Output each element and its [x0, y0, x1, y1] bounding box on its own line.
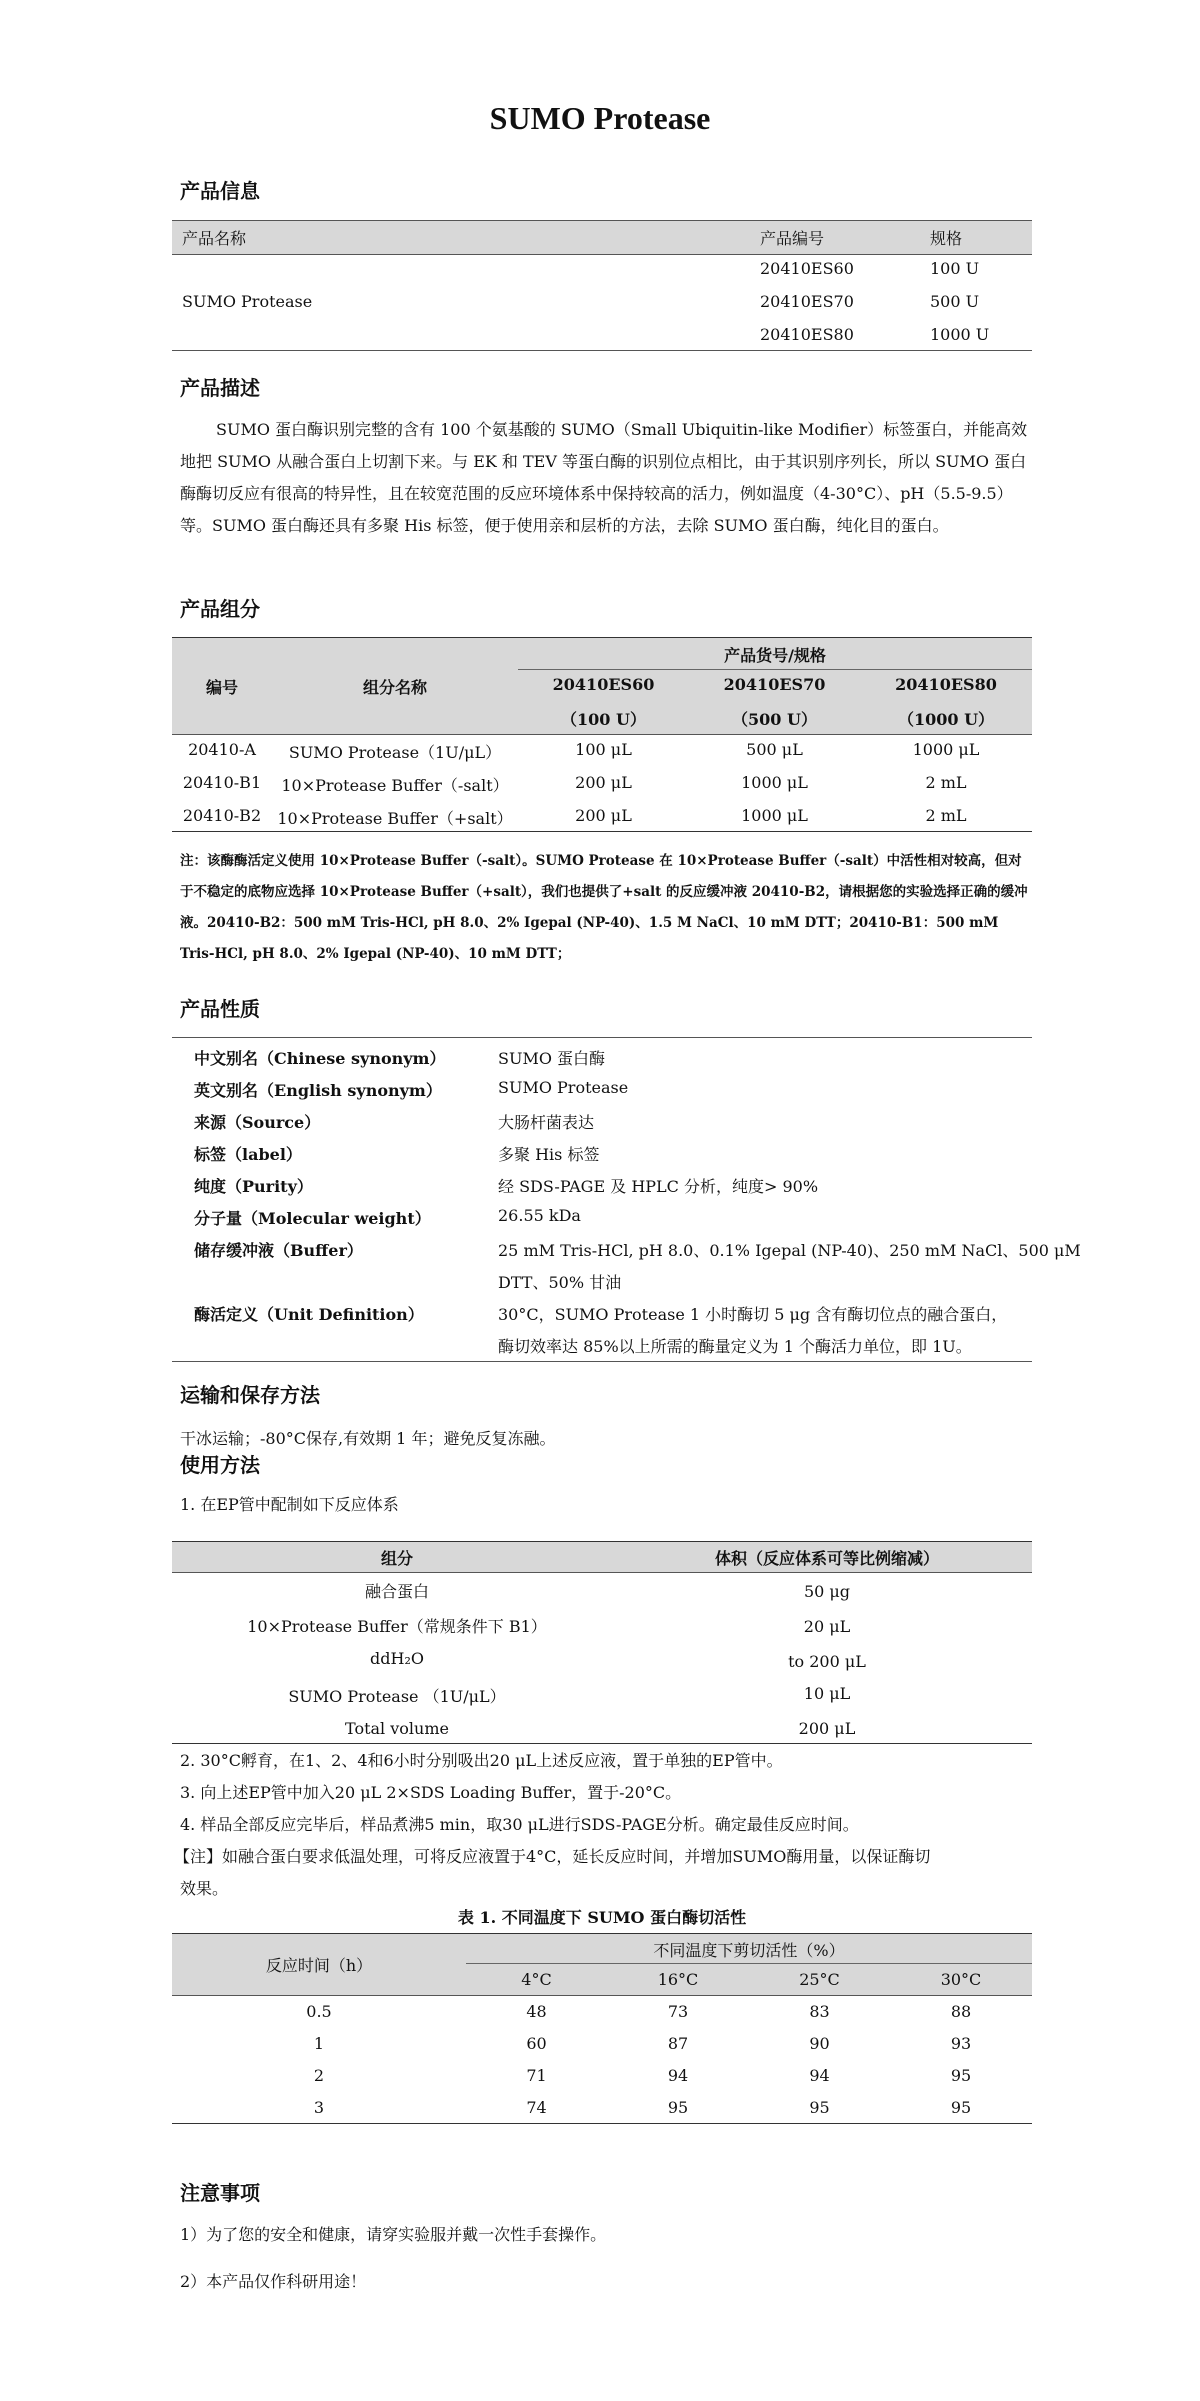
components-header-col3-sub: （1000 U） [897, 710, 995, 729]
component-qty: 200 μL [575, 806, 632, 825]
rule2 [172, 2123, 1032, 2124]
property-label: 来源（Source） [194, 1113, 321, 1132]
property-value: 30°C，SUMO Protease 1 小时酶切 5 μg 含有酶切位点的融合蛋白， [498, 1305, 1008, 1324]
property-value: 多聚 His 标签 [498, 1145, 600, 1164]
components-header-group: 产品货号/规格 [724, 646, 826, 665]
table1-value: 94 [667, 2066, 689, 2085]
table1-temp: 30°C [940, 1970, 982, 1989]
property-label: 分子量（Molecular weight） [194, 1209, 431, 1228]
notes-item: 2）本产品仅作科研用途！ [180, 2272, 367, 2291]
property-value: SUMO 蛋白酶 [498, 1049, 606, 1068]
product-code-cell: 20410ES60 [760, 259, 854, 278]
usage-step-2: 2. 30°C孵育，在1、2、4和6小时分别吸出20 μL上述反应液，置于单独的EP管中。 [180, 1751, 783, 1770]
component-name: 10×Protease Buffer（+salt） [277, 809, 513, 828]
rule [172, 1995, 1032, 1996]
property-label: 储存缓冲液（Buffer） [194, 1241, 363, 1260]
usage-step-3: 3. 向上述EP管中加入20 μL 2×SDS Loading Buffer，置于-20°C。 [180, 1783, 682, 1802]
usage-component: ddH₂O [370, 1649, 424, 1668]
component-qty: 1000 μL [741, 773, 808, 792]
section-heading-storage: 运输和保存方法 [180, 1383, 320, 1407]
property-value: 大肠杆菌表达 [498, 1113, 595, 1132]
components-note: 注：该酶酶活定义使用 10×Protease Buffer（-salt）。SUMO Protease 在 10×Protease Buffer（-salt）中活性相对较高，但对于不稳定的底物应选择 10×Protease Buffer（+salt），我们也提供了+salt 的反应缓冲液 20410-B2，请根据您的实验选择正确的缓冲液。20410-B2：500 mM Tris-HCl, pH 8.0、2% Igepal (NP-40)、1.5 M NaCl、10 mM DTT；20410-B1：500 mM Tris-HCl, pH 8.0、2% Igepal (NP-40)、10 mM DTT； [180, 853, 1028, 962]
usage-component: 10×Protease Buffer（常规条件下 B1） [247, 1617, 547, 1636]
product-info-header-bg [172, 220, 1032, 254]
table1-value: 90 [809, 2034, 830, 2053]
product-spec-cell: 100 U [930, 259, 980, 278]
table1-value: 93 [950, 2034, 972, 2053]
table1-time: 1 [313, 2034, 325, 2053]
section-heading-product-info: 产品信息 [180, 179, 260, 203]
usage-volume: 50 μg [803, 1582, 851, 1601]
section-heading-description: 产品描述 [180, 376, 260, 400]
section-heading-properties: 产品性质 [180, 997, 260, 1021]
property-value: 25 mM Tris-HCl, pH 8.0、0.1% Igepal (NP-40)、250 mM NaCl、500 μM [498, 1241, 1081, 1260]
component-qty: 1000 μL [741, 806, 808, 825]
usage-component: Total volume [345, 1719, 449, 1738]
property-label: 中文别名（Chinese synonym） [194, 1049, 446, 1068]
header-product-name: 产品名称 [182, 229, 247, 248]
property-label: 英文别名（English synonym） [194, 1081, 442, 1100]
page-title: SUMO Protease [489, 100, 711, 136]
rule [172, 1572, 1032, 1573]
usage-tip: 【注】如融合蛋白要求低温处理，可将反应液置于4°C，延长反应时间，并增加SUMO酶用量，以保证酶切 [174, 1847, 931, 1866]
usage-volume: 10 μL [803, 1684, 851, 1703]
components-header-code: 编号 [205, 678, 238, 697]
component-qty: 200 μL [575, 773, 632, 792]
table1-value: 94 [809, 2066, 830, 2085]
table1-value: 48 [526, 2002, 547, 2021]
table1-header-time: 反应时间（h） [265, 1956, 373, 1975]
product-spec-cell: 500 U [930, 292, 980, 311]
rule2 [172, 1743, 1032, 1744]
table1-value: 95 [950, 2098, 972, 2117]
table1-time: 2 [313, 2066, 325, 2085]
notes-item: 1）为了您的安全和健康，请穿实验服并戴一次性手套操作。 [180, 2225, 607, 2244]
property-label: 酶活定义（Unit Definition） [194, 1305, 424, 1324]
usage-step-1: 1. 在EP管中配制如下反应体系 [180, 1495, 399, 1514]
section-heading-usage: 使用方法 [180, 1453, 260, 1477]
usage-volume: 200 μL [798, 1719, 856, 1738]
usage-tip-cont: 效果。 [180, 1879, 229, 1898]
table1-value: 95 [950, 2066, 972, 2085]
usage-header-volume: 体积（反应体系可等比例缩减） [714, 1549, 939, 1568]
component-qty: 2 mL [925, 773, 967, 792]
table1-value: 83 [809, 2002, 830, 2021]
component-qty: 1000 μL [912, 740, 980, 759]
usage-step-4: 4. 样品全部反应完毕后，样品煮沸5 min，取30 μL进行SDS-PAGE分析。确定最佳反应时间。 [180, 1815, 859, 1834]
rule2 [172, 1933, 1032, 1934]
component-name: 10×Protease Buffer（-salt） [281, 776, 509, 795]
component-code: 20410-B1 [182, 773, 262, 792]
property-label: 纯度（Purity） [194, 1177, 313, 1196]
rule [172, 350, 1032, 351]
product-code-cell: 20410ES80 [760, 325, 854, 344]
components-header-col2: 20410ES70 [723, 675, 826, 694]
usage-volume: to 200 μL [788, 1652, 866, 1671]
component-qty: 100 μL [575, 740, 632, 759]
description-paragraph: SUMO 蛋白酶识别完整的含有 100 个氨基酸的 SUMO（Small Ubiquitin-like Modifier）标签蛋白，并能高效地把 SUMO 从融合蛋白上切割下来。与 EK 和 TEV 等蛋白酶的识别位点相比，由于其识别序列长，所以 SUMO 蛋白酶酶切反应有很高的特异性，且在较宽范围的反应环境体系中保持较高的活力，例如温度（4-30°C）、pH（5.5-9.5）等。SUMO 蛋白酶还具有多聚 His 标签，便于使用亲和层析的方法，去除 SUMO 蛋白酶，纯化目的蛋白。 [180, 420, 1028, 535]
components-header-col1: 20410ES60 [552, 675, 655, 694]
usage-component: SUMO Protease （1U/μL） [288, 1687, 506, 1706]
table1-temp: 16°C [657, 1970, 699, 1989]
table1-value: 95 [667, 2098, 689, 2117]
table1-value: 74 [526, 2098, 547, 2117]
rule [172, 254, 1032, 255]
component-qty: 500 μL [746, 740, 803, 759]
component-qty: 2 mL [925, 806, 967, 825]
property-value: 经 SDS-PAGE 及 HPLC 分析，纯度> 90% [498, 1177, 819, 1196]
property-value-cont: 酶切效率达 85%以上所需的酶量定义为 1 个酶活力单位，即 1U。 [498, 1337, 972, 1356]
table1-value: 87 [667, 2034, 689, 2053]
table1-value: 88 [950, 2002, 972, 2021]
usage-header-component: 组分 [380, 1549, 413, 1568]
product-name-cell: SUMO Protease [182, 292, 313, 311]
table1-temp: 4°C [521, 1970, 552, 1989]
product-code-cell: 20410ES70 [760, 292, 854, 311]
table1-value: 95 [809, 2098, 830, 2117]
property-value: 26.55 kDa [498, 1206, 581, 1225]
rule [172, 220, 1032, 221]
rule [172, 1037, 1032, 1038]
components-header-col1-sub: （100 U） [561, 710, 646, 729]
property-label: 标签（label） [194, 1145, 302, 1164]
rule2 [172, 1541, 1032, 1542]
property-value-cont: DTT、50% 甘油 [498, 1273, 622, 1292]
header-spec: 规格 [930, 229, 963, 248]
components-header-col2-sub: （500 U） [732, 710, 817, 729]
table1-caption: 表 1. 不同温度下 SUMO 蛋白酶切活性 [457, 1908, 747, 1927]
div [466, 1963, 1032, 1964]
div [518, 669, 1032, 670]
storage-text: 干冰运输；-80°C保存,有效期 1 年；避免反复冻融。 [180, 1429, 556, 1448]
rule2 [172, 637, 1032, 638]
component-name: SUMO Protease（1U/μL） [288, 743, 502, 762]
component-code: 20410-B2 [182, 806, 262, 825]
table1-value: 73 [667, 2002, 689, 2021]
property-value: SUMO Protease [498, 1078, 629, 1097]
component-code: 20410-A [188, 740, 256, 759]
section-heading-components: 产品组分 [180, 597, 260, 621]
table1-header-group: 不同温度下剪切活性（%） [653, 1941, 845, 1960]
rule [172, 1361, 1032, 1362]
usage-volume: 20 μL [803, 1617, 851, 1636]
product-spec-cell: 1000 U [930, 325, 990, 344]
table1-temp: 25°C [799, 1970, 840, 1989]
header-product-code: 产品编号 [760, 229, 825, 248]
table1-time: 3 [313, 2098, 325, 2117]
table1-time: 0.5 [306, 2002, 332, 2021]
table1-value: 71 [526, 2066, 547, 2085]
components-header-name: 组分名称 [362, 678, 427, 697]
rule2 [172, 831, 1032, 832]
rule [172, 734, 1032, 735]
components-header-col3: 20410ES80 [895, 675, 997, 694]
usage-component: 融合蛋白 [364, 1582, 429, 1601]
table1-value: 60 [526, 2034, 547, 2053]
section-heading-notes: 注意事项 [180, 2181, 260, 2205]
